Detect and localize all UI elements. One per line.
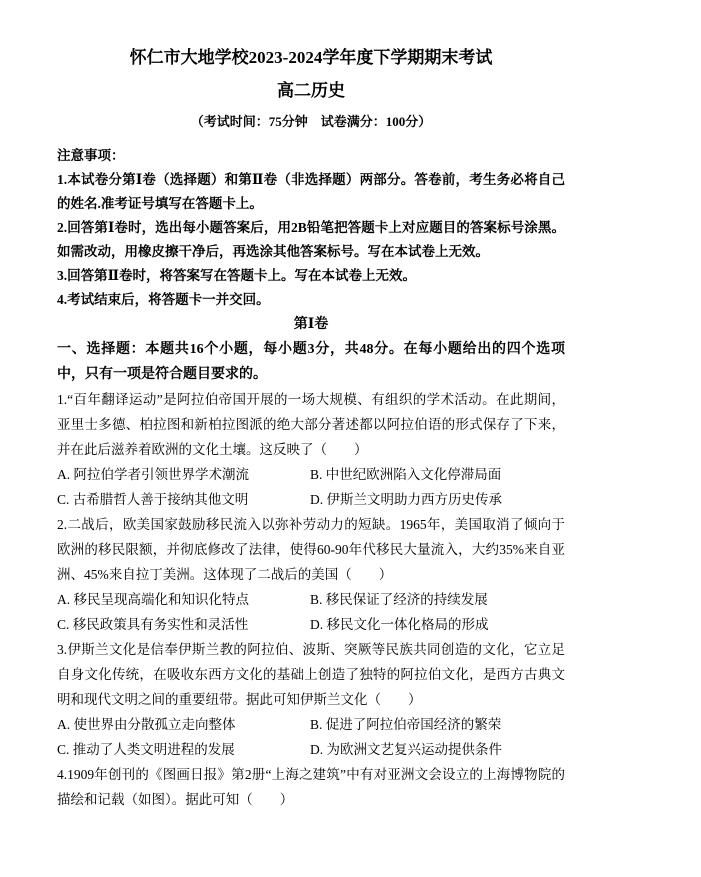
notice-item-4: 4.考试结束后，将答题卡一并交回。 (57, 292, 270, 307)
question-3-stem: 3.伊斯兰文化是信奉伊斯兰教的阿拉伯、波斯、突厥等民族共同创造的文化，它立足自身文化传统，在吸收东西方文化的基础上创造了独特的阿拉伯文化，是西方古典文明和现代文明之间的重要纽带。据此可知伊斯兰文化（ ） (57, 642, 565, 707)
question-1-option-b: B. 中世纪欧洲陷入文化停滞局面 (310, 467, 502, 482)
question-1-option-c: C. 古希腊哲人善于接纳其他文明 (57, 492, 249, 507)
question-2-option-b: B. 移民保证了经济的持续发展 (310, 592, 488, 607)
question-3-option-d: D. 为欧洲文艺复兴运动提供条件 (310, 742, 502, 757)
question-2-option-d: D. 移民文化一体化格局的形成 (310, 617, 489, 632)
question-1 (57, 387, 565, 512)
notice-section (57, 144, 565, 312)
question-3-option-a: A. 使世界由分散孤立走向整体 (57, 717, 236, 732)
question-3-option-b: B. 促进了阿拉伯帝国经济的繁荣 (310, 717, 502, 732)
question-1-options (57, 462, 565, 512)
question-2-stem: 2.二战后，欧美国家鼓励移民流入以弥补劳动力的短缺。1965年，美国取消了倾向于欧洲的移民限额，并彻底修改了法律，使得60-90年代移民大量流入，大约35%来自亚洲、45%来自拉丁美洲。这体现了二战后的美国（ ） (57, 517, 565, 582)
question-3 (57, 637, 565, 762)
section-1-heading: 第Ⅰ卷 (293, 317, 329, 332)
multiple-choice-intro: 一、选择题：本题共16个小题，每小题3分，共48分。在每小题给出的四个选项中，只有一项是符合题目要求的。 (57, 342, 565, 382)
question-2-option-c: C. 移民政策具有务实性和灵活性 (57, 617, 249, 632)
notice-heading: 注意事项： (57, 148, 125, 163)
question-4-stem: 4.1909年创刊的《图画日报》第2册“上海之建筑”中有对亚洲文会设立的上海博物院的描绘和记载（如图）。据此可知（ ） (57, 767, 565, 807)
exam-info: （考试时间：75分钟 试卷满分：100分） (190, 114, 432, 129)
notice-item-3: 3.回答第Ⅱ卷时，将答案写在答题卡上。写在本试卷上无效。 (57, 268, 417, 283)
question-2-option-a: A. 移民呈现高端化和知识化特点 (57, 592, 249, 607)
exam-title: 怀仁市大地学校2023-2024学年度下学期期末考试 (129, 48, 493, 67)
question-3-option-c: C. 推动了人类文明进程的发展 (57, 742, 235, 757)
question-2-options (57, 587, 565, 637)
question-4 (57, 762, 565, 812)
question-3-options (57, 712, 565, 762)
exam-subject: 高二历史 (277, 81, 345, 100)
question-2 (57, 512, 565, 637)
notice-item-1: 1.本试卷分第Ⅰ卷（选择题）和第Ⅱ卷（非选择题）两部分。答卷前，考生务必将自己的姓名.准考证号填写在答题卡上。 (57, 172, 565, 211)
notice-item-2: 2.回答第Ⅰ卷时，选出每小题答案后，用2B铅笔把答题卡上对应题目的答案标号涂黑。如需改动，用橡皮擦干净后，再选涂其他答案标号。写在本试卷上无效。 (57, 220, 565, 259)
question-1-option-a: A. 阿拉伯学者引领世界学术潮流 (57, 467, 249, 482)
question-1-option-d: D. 伊斯兰文明助力西方历史传承 (310, 492, 502, 507)
question-1-stem: 1.“百年翻译运动”是阿拉伯帝国开展的一场大规模、有组织的学术活动。在此期间，亚里士多德、柏拉图和新柏拉图派的绝大部分著述都以阿拉伯语的形式保存了下来，并在此后滋养着欧洲的文化土壤。这反映了（ ） (57, 392, 565, 457)
